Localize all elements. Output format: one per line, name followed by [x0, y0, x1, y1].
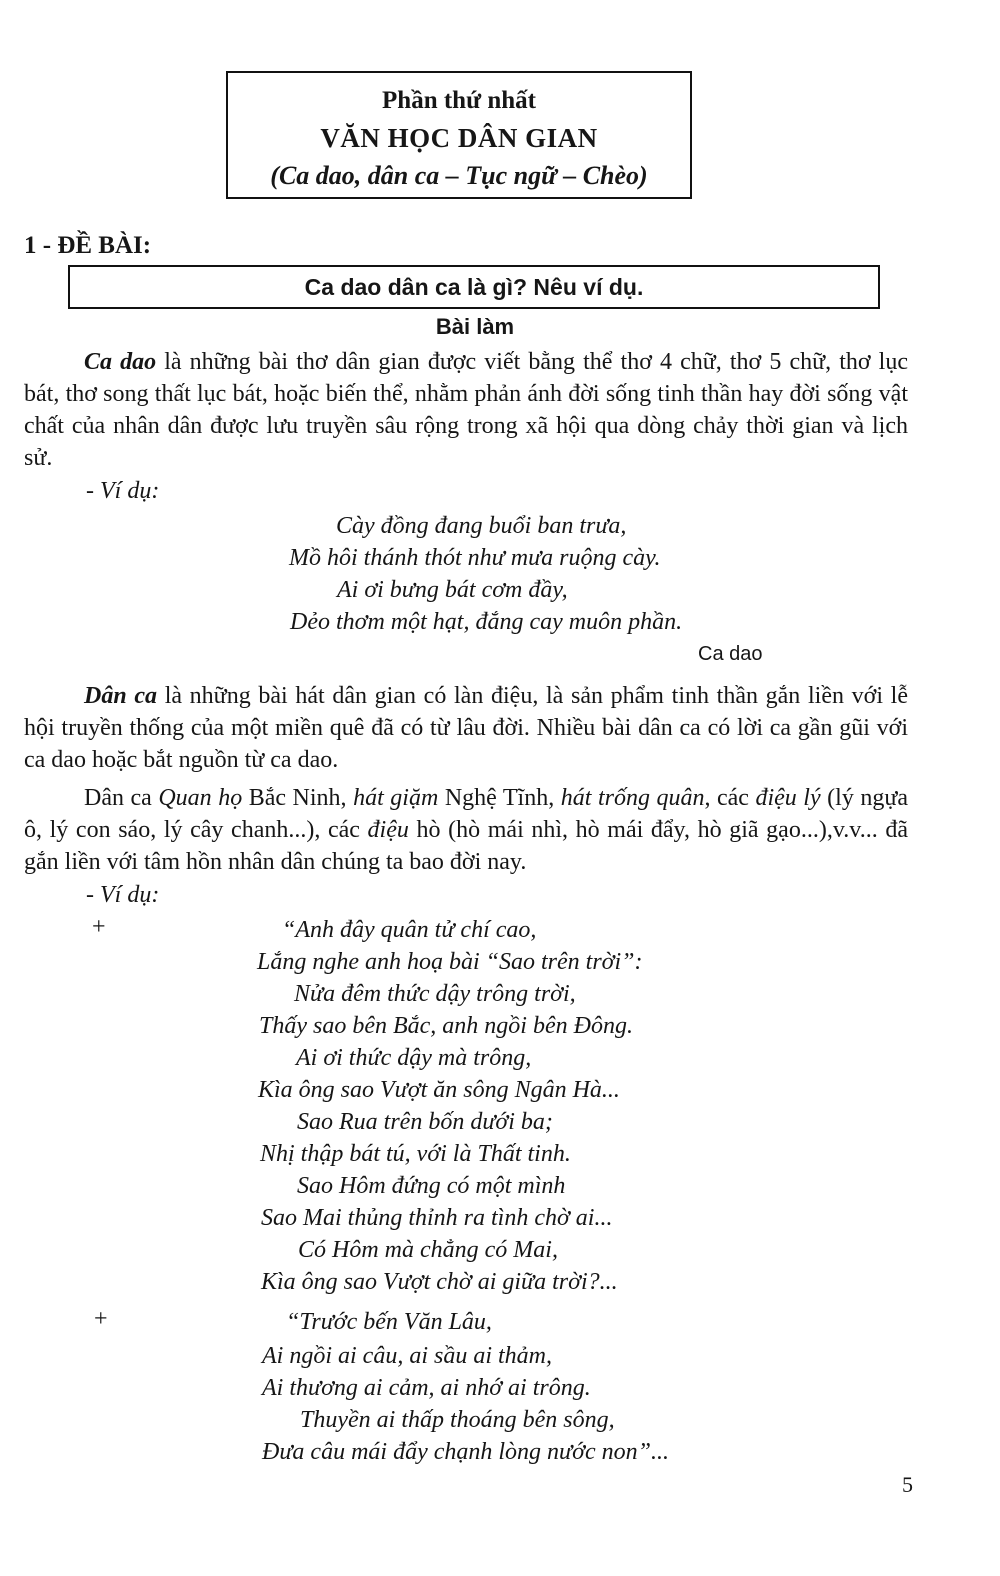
poem-line: Có Hôm mà chẳng có Mai,: [298, 1237, 558, 1263]
poem-line: Lắng nghe anh hoạ bài “Sao trên trời”:: [257, 949, 643, 975]
poem-line: Sao Mai thủng thỉnh ra tình chờ ai...: [261, 1205, 613, 1231]
example-label: - Ví dụ:: [86, 478, 160, 504]
paragraph-dan-ca: [24, 680, 908, 776]
poem-line: Mồ hôi thánh thót như mưa ruộng cày.: [289, 545, 661, 571]
paragraph-ca-dao: [24, 346, 908, 474]
poem-line: Nhị thập bát tú, với là Thất tinh.: [260, 1141, 571, 1167]
text-run: hò (hò mái nhì, hò mái đẩy, hò giã gạo...),v.v... đã gắn liền với tâm hồn nhân dân chúng ta bao đời nay.: [24, 817, 908, 875]
paragraph-text: là những bài thơ dân gian được viết bằng thể thơ 4 chữ, thơ 5 chữ, thơ lục bát, thơ song thất lục bát, hoặc biến thể, nhằm phản ánh đời sống tinh thần hay đời sống vật chất của nhân dân được lưu truyền sâu rộng trong xã hội qua dòng chảy thời gian và lịch sử.: [24, 349, 909, 471]
part-title-box: [226, 71, 692, 199]
section-heading: 1 - ĐỀ BÀI:: [24, 232, 152, 259]
term-dan-ca: Dân ca: [84, 683, 158, 709]
poem-line: Kìa ông sao Vượt ăn sông Ngân Hà...: [258, 1077, 620, 1103]
bullet-plus: +: [94, 1306, 108, 1332]
poem-line: Dẻo thơm một hạt, đắng cay muôn phần.: [290, 609, 683, 635]
poem-line: Thuyền ai thấp thoáng bên sông,: [300, 1407, 615, 1433]
poem-line: Sao Rua trên bốn dưới ba;: [297, 1109, 553, 1135]
text-run-italic: hát trống quân: [560, 785, 705, 811]
text-run: Dân ca: [84, 785, 159, 811]
text-run-italic: hát giặm: [353, 785, 439, 811]
text-run: , các: [704, 785, 756, 811]
text-run: (lý ngựa ô, lý con sáo, lý cây chanh...), các: [24, 785, 909, 843]
question-box: [68, 265, 880, 309]
poem-source: Ca dao: [698, 643, 763, 665]
question-text: Ca dao dân ca là gì? Nêu ví dụ.: [304, 274, 644, 300]
poem-line: Thấy sao bên Bắc, anh ngồi bên Đông.: [259, 1013, 633, 1039]
bullet-plus: +: [92, 914, 106, 940]
poem-line: Ai ơi bưng bát cơm đầy,: [337, 577, 568, 603]
example-label: - Ví dụ:: [86, 882, 160, 908]
text-run-italic: điệu: [367, 817, 409, 843]
answer-heading: Bài làm: [435, 314, 515, 339]
text-run: Nghệ Tĩnh,: [438, 785, 561, 811]
poem-line: Nửa đêm thức dậy trông trời,: [294, 981, 576, 1007]
part-label: Phần thứ nhất: [382, 87, 536, 114]
poem-line: Đưa câu mái đẩy chạnh lòng nước non”...: [262, 1439, 669, 1465]
part-title: VĂN HỌC DÂN GIAN: [320, 123, 598, 153]
term-ca-dao: Ca dao: [84, 349, 157, 375]
page-number: 5: [902, 1472, 913, 1497]
poem-line: Ai ngồi ai câu, ai sầu ai thảm,: [262, 1343, 552, 1369]
poem-line: Sao Hôm đứng có một mình: [297, 1173, 566, 1199]
poem-line: “Anh đây quân tử chí cao,: [282, 917, 537, 943]
poem-line: Ai ơi thức dậy mà trông,: [296, 1045, 532, 1071]
poem-line: Cày đồng đang buổi ban trưa,: [336, 513, 627, 539]
paragraph-text: là những bài hát dân gian có làn điệu, là sản phẩm tinh thần gắn liền với lễ hội truyền thống của một miền quê đã có từ lâu đời. Nhiều bài dân ca có lời ca gần gũi với ca dao hoặc bắt nguồn từ ca dao.: [24, 683, 908, 773]
poem-line: Ai thương ai cảm, ai nhớ ai trông.: [262, 1375, 591, 1401]
text-run-italic: điệu lý: [755, 785, 821, 811]
text-run: Bắc Ninh,: [242, 785, 354, 811]
part-subtitle: (Ca dao, dân ca – Tục ngữ – Chèo): [270, 161, 648, 190]
poem-line: “Trước bến Văn Lâu,: [286, 1309, 492, 1335]
paragraph-examples: [24, 782, 908, 878]
text-run-italic: Quan họ: [158, 785, 243, 811]
poem-line: Kìa ông sao Vượt chờ ai giữa trời?...: [261, 1269, 618, 1295]
